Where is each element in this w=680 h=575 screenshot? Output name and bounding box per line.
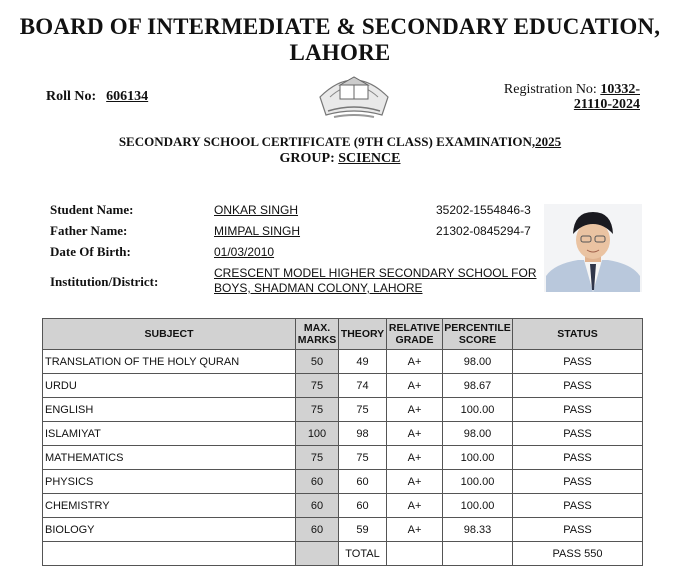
max-marks-cell: 75	[296, 398, 339, 422]
subject-cell: URDU	[43, 374, 296, 398]
subject-cell: MATHEMATICS	[43, 446, 296, 470]
reg-value-part1: 10332-	[600, 82, 640, 97]
exam-year: 2025	[535, 134, 562, 149]
percentile-cell: 98.00	[443, 350, 513, 374]
father-name-label: Father Name:	[50, 223, 128, 238]
grade-cell: A+	[387, 518, 443, 542]
percentile-cell: 98.33	[443, 518, 513, 542]
board-title	[0, 14, 680, 66]
grade-cell: A+	[387, 422, 443, 446]
total-label: TOTAL	[339, 542, 387, 566]
max-marks-cell: 75	[296, 446, 339, 470]
total-max-cell	[296, 542, 339, 566]
percentile-cell: 98.00	[443, 422, 513, 446]
institution-line1: CRESCENT MODEL HIGHER SECONDARY SCHOOL FOR	[214, 266, 537, 280]
student-photo	[544, 204, 642, 292]
theory-cell: 60	[339, 494, 387, 518]
group-label: GROUP:	[279, 151, 335, 166]
col-theory: THEORY	[339, 319, 387, 350]
theory-cell: 75	[339, 398, 387, 422]
group-value: SCIENCE	[338, 151, 401, 166]
total-empty-cell	[43, 542, 296, 566]
reg-value-part2: 21110-2024	[573, 97, 640, 112]
total-percentile-cell	[443, 542, 513, 566]
max-marks-cell: 50	[296, 350, 339, 374]
subject-cell: PHYSICS	[43, 470, 296, 494]
group	[0, 151, 680, 167]
table-row	[43, 470, 643, 494]
max-marks-cell: 60	[296, 494, 339, 518]
student-cnic: 35202-1554846-3	[436, 203, 531, 217]
status-cell: PASS	[513, 446, 643, 470]
status-cell: PASS	[513, 470, 643, 494]
theory-cell: 74	[339, 374, 387, 398]
father-name-value: MIMPAL SINGH	[214, 224, 301, 238]
grade-cell: A+	[387, 350, 443, 374]
exam-title	[0, 134, 680, 150]
grade-cell: A+	[387, 374, 443, 398]
registration-number	[504, 82, 640, 112]
board-title-line1: BOARD OF INTERMEDIATE & SECONDARY EDUCATION,	[19, 14, 661, 39]
max-marks-cell: 75	[296, 374, 339, 398]
roll-number	[46, 89, 148, 105]
subject-cell: CHEMISTRY	[43, 494, 296, 518]
status-cell: PASS	[513, 422, 643, 446]
theory-cell: 59	[339, 518, 387, 542]
table-row	[43, 422, 643, 446]
roll-value: 606134	[106, 89, 149, 104]
col-subject: SUBJECT	[43, 319, 296, 350]
institution-value	[214, 266, 537, 296]
theory-cell: 49	[339, 350, 387, 374]
table-row	[43, 446, 643, 470]
board-title-line2: LAHORE	[289, 40, 391, 65]
theory-cell: 60	[339, 470, 387, 494]
exam-title-text: SECONDARY SCHOOL CERTIFICATE (9TH CLASS) EXAMINATION,	[118, 134, 536, 149]
student-name-label: Student Name:	[50, 202, 134, 217]
subject-cell: BIOLOGY	[43, 518, 296, 542]
table-row	[43, 518, 643, 542]
max-marks-cell: 60	[296, 518, 339, 542]
grade-cell: A+	[387, 470, 443, 494]
status-cell: PASS	[513, 518, 643, 542]
grade-cell: A+	[387, 398, 443, 422]
percentile-cell: 100.00	[443, 470, 513, 494]
theory-cell: 98	[339, 422, 387, 446]
status-cell: PASS	[513, 350, 643, 374]
percentile-cell: 100.00	[443, 494, 513, 518]
table-row	[43, 350, 643, 374]
table-row	[43, 494, 643, 518]
bise-lahore-logo-icon	[316, 67, 392, 125]
percentile-cell: 100.00	[443, 446, 513, 470]
col-relative-grade: RELATIVE GRADE	[387, 319, 443, 350]
dob-value: 01/03/2010	[214, 245, 275, 259]
total-grade-cell	[387, 542, 443, 566]
table-row	[43, 398, 643, 422]
total-row	[43, 542, 643, 566]
roll-label: Roll No:	[46, 89, 97, 104]
percentile-cell: 100.00	[443, 398, 513, 422]
father-cnic: 21302-0845294-7	[436, 224, 531, 238]
grade-cell: A+	[387, 494, 443, 518]
institution-line2: BOYS, SHADMAN COLONY, LAHORE	[214, 281, 423, 295]
subject-cell: ENGLISH	[43, 398, 296, 422]
status-cell: PASS	[513, 398, 643, 422]
total-status: PASS 550	[513, 542, 643, 566]
percentile-cell: 98.67	[443, 374, 513, 398]
table-header-row	[43, 319, 643, 350]
marks-table	[42, 318, 643, 566]
col-percentile-score: PERCENTILE SCORE	[443, 319, 513, 350]
subject-cell: TRANSLATION OF THE HOLY QURAN	[43, 350, 296, 374]
subject-cell: ISLAMIYAT	[43, 422, 296, 446]
student-name-value: ONKAR SINGH	[214, 203, 299, 217]
status-cell: PASS	[513, 374, 643, 398]
col-max-marks: MAX. MARKS	[296, 319, 339, 350]
dob-label: Date Of Birth:	[50, 244, 131, 259]
status-cell: PASS	[513, 494, 643, 518]
grade-cell: A+	[387, 446, 443, 470]
institution-label: Institution/District:	[50, 274, 159, 289]
max-marks-cell: 100	[296, 422, 339, 446]
col-status: STATUS	[513, 319, 643, 350]
table-row	[43, 374, 643, 398]
max-marks-cell: 60	[296, 470, 339, 494]
reg-label: Registration No:	[503, 82, 597, 97]
theory-cell: 75	[339, 446, 387, 470]
